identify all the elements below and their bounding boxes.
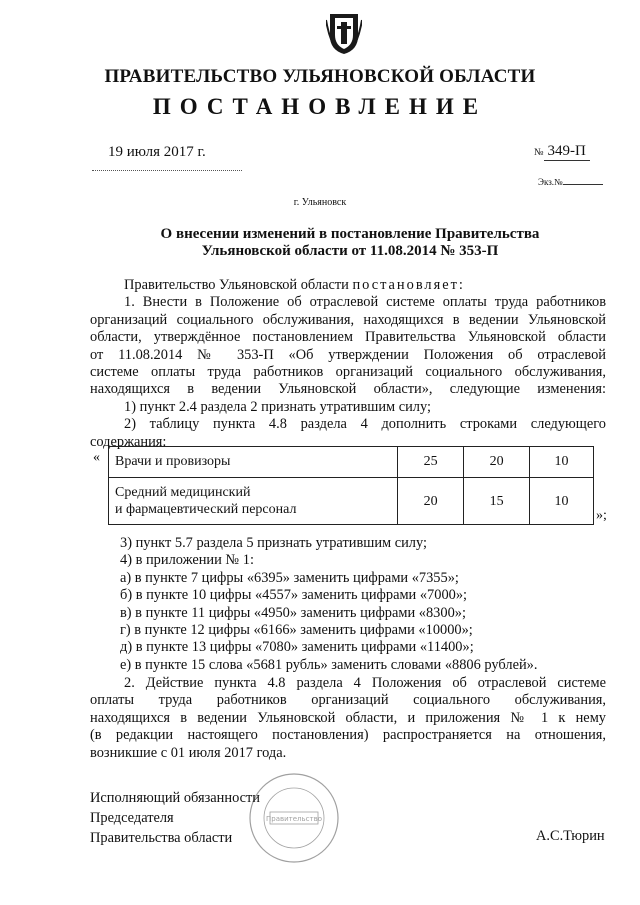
table-cell-name: Врачи и провизоры bbox=[109, 447, 398, 478]
item1-line: системе оплаты труда работников организаций социального обслуживания, bbox=[90, 364, 606, 381]
sub-item-4-entry: е) в пункте 15 слова «5681 рубль» заменить словами «8806 рублей». bbox=[120, 656, 538, 673]
signature-block bbox=[90, 788, 260, 848]
document-date: 19 июля 2017 г. bbox=[108, 144, 206, 160]
sub-item-4-entry: г) в пункте 12 цифры «6166» заменить цифрами «10000»; bbox=[120, 622, 473, 639]
intro-subject: Правительство Ульяновской области bbox=[124, 277, 353, 293]
sub-item-4-entry: а) в пункте 7 цифры «6395» заменить цифрами «7355»; bbox=[120, 569, 459, 586]
signatory-title-line: Председателя bbox=[90, 810, 174, 826]
table-cell-name bbox=[109, 478, 398, 525]
sub-item-2-line: содержания: bbox=[90, 433, 167, 450]
item2-line: находящихся в ведении Ульяновской области, и приложения № 1 к нему bbox=[90, 709, 606, 726]
copy-number bbox=[538, 177, 603, 187]
main-paragraphs bbox=[90, 277, 606, 451]
stamp-text: Правительство bbox=[266, 815, 322, 823]
sub-item-3: 3) пункт 5.7 раздела 5 признать утратившим силу; bbox=[120, 535, 427, 551]
table-row bbox=[109, 447, 594, 478]
table-cell-value: 15 bbox=[464, 478, 530, 525]
sub-item-4-entry: в) в пункте 11 цифры «4950» заменить цифрами «8300»; bbox=[120, 604, 466, 621]
sub-items-list bbox=[120, 535, 606, 674]
inserted-rows-table bbox=[108, 446, 594, 525]
table-cell-value: 20 bbox=[464, 447, 530, 478]
coat-of-arms-icon bbox=[326, 12, 362, 56]
item1-line: 1. Внести в Положение об отраслевой системе оплаты труда работников bbox=[124, 294, 606, 311]
table-cell-value: 10 bbox=[530, 447, 594, 478]
table-cell-value: 25 bbox=[398, 447, 464, 478]
number-value: 349-П bbox=[544, 143, 590, 161]
sub-item-1: 1) пункт 2.4 раздела 2 признать утратившим силу; bbox=[124, 398, 431, 415]
item1-line: находящихся в ведении Ульяновской области», следующие изменения: bbox=[90, 381, 606, 398]
sub-item-4-entry: д) в пункте 13 цифры «7080» заменить цифрами «11400»; bbox=[120, 639, 474, 656]
table-cell-value: 20 bbox=[398, 478, 464, 525]
cell-name-line: Средний медицинский bbox=[115, 485, 251, 500]
sub-item-4: 4) в приложении № 1: bbox=[120, 552, 254, 569]
table-row bbox=[109, 478, 594, 525]
item2-line: возникшие с 01 июля 2017 года. bbox=[90, 744, 287, 761]
signatory-title-line: Правительства области bbox=[90, 830, 233, 846]
subject-line: О внесении изменений в постановление Правительства bbox=[160, 226, 540, 242]
item2-line: 2. Действие пункта 4.8 раздела 4 Положения об отраслевой системе bbox=[124, 675, 606, 691]
item-2-paragraph bbox=[90, 675, 606, 762]
intro-verb: постановляет: bbox=[352, 277, 465, 293]
copy-number-blank bbox=[563, 184, 603, 185]
table-quote-open: « bbox=[93, 450, 100, 465]
item2-line: оплаты труда работников организаций социального обслуживания, bbox=[90, 692, 606, 709]
item1-line: организаций социального обслуживания, находящихся в ведении Ульяновской bbox=[90, 311, 606, 328]
subject-line: Ульяновской области от 11.08.2014 № 353-П bbox=[201, 243, 499, 259]
sub-item-4-entry: б) в пункте 10 цифры «4557» заменить цифрами «7000»; bbox=[120, 587, 468, 604]
document-subject bbox=[150, 226, 550, 260]
intro-line bbox=[90, 277, 606, 294]
item1-line: от 11.08.2014 № 353-П «Об утверждении Положения об отраслевой bbox=[90, 346, 606, 363]
document-number bbox=[534, 143, 590, 161]
document-type: ПОСТАНОВЛЕНИЕ bbox=[152, 94, 488, 119]
date-underline bbox=[92, 170, 242, 171]
signatory-name: А.С.Тюрин bbox=[536, 828, 605, 844]
government-title: ПРАВИТЕЛЬСТВО УЛЬЯНОВСКОЙ ОБЛАСТИ bbox=[104, 66, 536, 87]
city: г. Ульяновск bbox=[293, 197, 347, 208]
table-cell-value: 10 bbox=[530, 478, 594, 525]
item1-line: области, утверждённое постановлением Правительства Ульяновской области bbox=[90, 329, 606, 346]
sub-item-2-line: 2) таблицу пункта 4.8 раздела 4 дополнить строками следующего bbox=[124, 416, 606, 433]
number-sign: № bbox=[534, 147, 544, 158]
table-quote-close: »; bbox=[596, 508, 607, 523]
copy-number-label: Экз.№ bbox=[538, 177, 563, 187]
official-stamp-icon bbox=[246, 770, 342, 866]
item2-line: (в редакции настоящего постановления) распространяется на отношения, bbox=[90, 727, 606, 744]
signatory-title-line: Исполняющий обязанности bbox=[90, 790, 261, 806]
cell-name-line: и фармацевтический персонал bbox=[115, 502, 297, 517]
